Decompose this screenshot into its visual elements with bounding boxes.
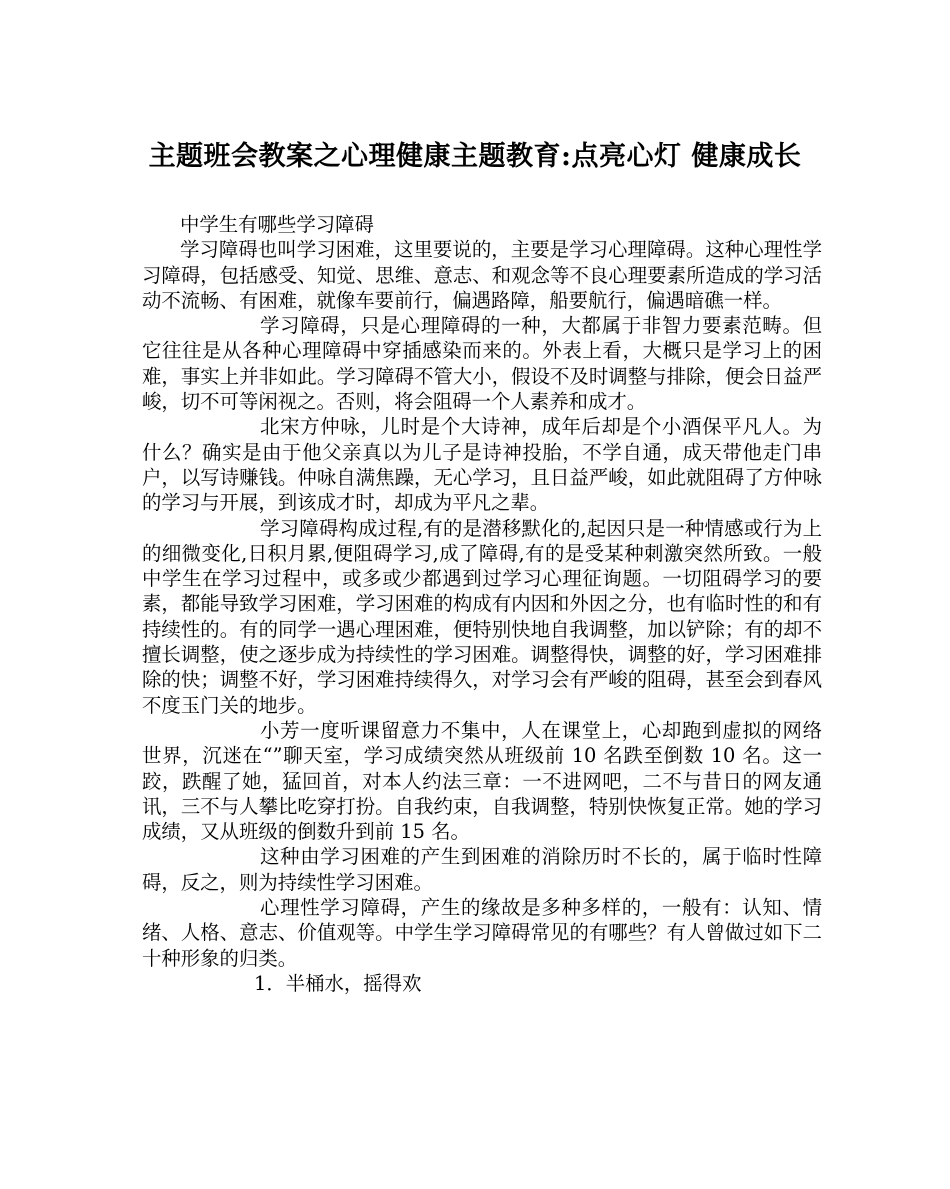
paragraph: 学习障碍构成过程,有的是潜移默化的,起因只是一种情感或行为上的细微变化,日积月累,便阻碍学习,成了障碍,有的是受某种刺激突然所致。一般中学生在学习过程中，或多或少都遇到过学习心理征询题。一切阻碍学习的要素，都能导致学习困难，学习困难的构成有内因和外因之分，也有临时性的和有持续性的。有的同学一遇心理困难，便特别快地自我调整，加以铲除；有的却不擅长调整，使之逐步成为持续性的学习困难。调整得快，调整的好，学习困难排除的快；调整不好，学习困难持续得久，对学习会有严峻的阻碍，甚至会到春风不度玉门关的地步。 — [142, 516, 822, 717]
paragraph: 这种由学习困难的产生到困难的消除历时不长的，属于临时性障碍，反之，则为持续性学习困难。 — [142, 845, 822, 894]
paragraph: 心理性学习障碍，产生的缘故是多种多样的，一般有：认知、情绪、人格、意志、价值观等。中学生学习障碍常见的有哪些？有人曾做过如下二十种形象的归类。 — [142, 896, 822, 970]
paragraph-heading: 中学生有哪些学习障碍 — [180, 213, 374, 236]
paragraph: 小芳一度听课留意力不集中，人在课堂上，心却跑到虚拟的网络世界，沉迷在“”聊天室，学习成绩突然从班级前 10 名跌至倒数 10 名。这一跤，跌醒了她，猛回首，对本人约法三章：一不进网吧，二不与昔日的网友通讯，三不与人攀比吃穿打扮。自我约束，自我调整，特别快恢复正常。她的学习成绩，又从班级的倒数升到前 15 名。 — [142, 718, 822, 844]
paragraph: 北宋方仲咏，儿时是个大诗神，成年后却是个小酒保平凡人。为什么？确实是由于他父亲真以为儿子是诗神投胎，不学自通，成天带他走门串户，以写诗赚钱。仲咏自满焦躁，无心学习，且日益严峻，如此就阻碍了方仲咏的学习与开展，到该成才时，却成为平凡之辈。 — [142, 415, 822, 515]
list-item: 1．半桶水，摇得欢 — [254, 971, 422, 995]
document-title: 主题班会教案之心理健康主题教育:点亮心灯 健康成长 — [148, 141, 802, 172]
paragraph: 学习障碍也叫学习困难，这里要说的，主要是学习心理障碍。这种心理性学习障碍，包括感受、知觉、思维、意志、和观念等不良心理要素所造成的学习活动不流畅、有困难，就像车要前行，偏遇路障，船要航行，偏遇暗礁一样。 — [142, 238, 822, 312]
document-body — [142, 212, 822, 996]
paragraph: 学习障碍，只是心理障碍的一种，大都属于非智力要素范畴。但它往往是从各种心理障碍中穿插感染而来的。外表上看，大概只是学习上的困难，事实上并非如此。学习障碍不管大小，假设不及时调整与排除，便会日益严峻，切不可等闲视之。否则，将会阻碍一个人素养和成才。 — [142, 314, 822, 414]
